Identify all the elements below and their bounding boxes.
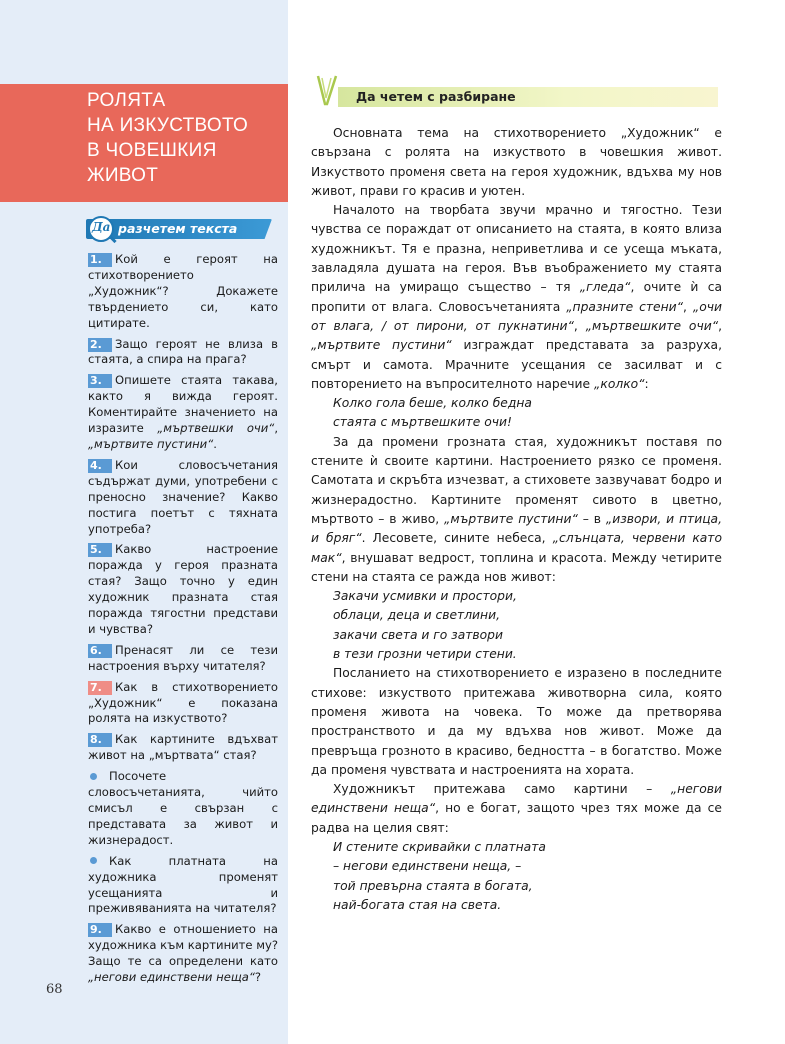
text-run: Посочете словосъчетанията, чийто смисъл е свързан с представата за живот и жизнерадост. bbox=[88, 769, 278, 847]
text-run: изграждат представата за разруха, смърт и самота. Мрачните усещания се засилват и с повторението на въпросителното наречие bbox=[311, 338, 722, 391]
question-item bbox=[88, 680, 278, 728]
quoted-phrase: „колко“ bbox=[594, 376, 645, 391]
text-run: ? bbox=[254, 970, 262, 985]
question-number: 7. bbox=[88, 681, 112, 695]
question-item bbox=[88, 769, 278, 849]
text-run: Пренасят ли се тези настроения върху читателя? bbox=[88, 642, 278, 673]
verse-line: в тези грозни четири стени. bbox=[333, 647, 517, 662]
question-item bbox=[88, 643, 278, 675]
text-run: Какво е отношението на художника към картините му? Защо те са определени като bbox=[88, 922, 279, 969]
question-item bbox=[88, 373, 278, 453]
question-item bbox=[88, 542, 278, 637]
verse-line: най-богата стая на света. bbox=[333, 897, 502, 912]
chapter-title bbox=[87, 88, 282, 188]
quoted-phrase: „празните стени“ bbox=[566, 299, 684, 314]
text-run: За да промени грозната стая, художникът поставя по стените ѝ своите картини. Настроението рязко се променя. Самотата и скръбта изчезват, а стиховете зазвучават бодро и жизнерадостно. Картините променят сивото в цветно, мъртвото – в живо, bbox=[311, 434, 722, 526]
question-number: 5. bbox=[88, 543, 112, 557]
quoted-phrase: „мъртвите пустини“ bbox=[88, 436, 214, 451]
paragraph bbox=[311, 124, 722, 201]
verse-line: И стените скривайки с платната bbox=[333, 839, 546, 854]
text-run: Как картините вдъхват живот на „мъртвата“ стая? bbox=[88, 732, 278, 763]
question-item bbox=[88, 252, 278, 332]
text-run: – в bbox=[577, 511, 606, 526]
text-run: , очите ѝ са пропити от влага. Словосъчетанията bbox=[311, 280, 722, 314]
question-item bbox=[88, 854, 278, 918]
text-run: . bbox=[213, 436, 217, 451]
text-run: Защо героят не влиза в стаята, а спира на прага? bbox=[88, 336, 278, 367]
analyze-text-label: разчетем текста bbox=[118, 221, 238, 236]
page-number: 68 bbox=[46, 982, 63, 997]
verse-line: стаята с мъртвешките очи! bbox=[333, 415, 512, 430]
question-number: 2. bbox=[88, 338, 112, 352]
question-item bbox=[88, 458, 278, 538]
text-run: Как платната на художника променят усещанията и преживяванията на читателя? bbox=[88, 853, 278, 916]
verse-line: облаци, деца и светлини, bbox=[333, 608, 500, 623]
bullet-dot-icon bbox=[90, 773, 97, 780]
verse-line: той превърна стаята в богата, bbox=[333, 878, 533, 893]
quoted-phrase: „гледа“ bbox=[579, 280, 631, 295]
verse-line: – негови единствени неща, – bbox=[333, 859, 522, 874]
text-run: Основната тема на стихотворението „Художник“ е свързана с ролята на изкуството в човешкия живот. Изкуството променя света на героя художник, вдъхва му нов живот, прави го красив и уютен. bbox=[311, 126, 722, 198]
analyze-text-header bbox=[86, 219, 276, 241]
paragraph bbox=[311, 664, 722, 780]
question-item bbox=[88, 337, 278, 369]
question-number: 1. bbox=[88, 253, 112, 267]
text-run: Опишете стаята такава, както я вижда героят. Коментирайте значението на изразите bbox=[88, 373, 278, 436]
paragraph bbox=[311, 433, 722, 587]
text-run: Художникът притежава само картини – bbox=[333, 782, 671, 797]
question-number: 3. bbox=[88, 374, 112, 388]
chapter-title-line: НА ИЗКУСТВОТО bbox=[87, 115, 249, 136]
paragraph bbox=[311, 780, 722, 838]
question-number: 6. bbox=[88, 644, 112, 658]
quoted-phrase: „извори, и птица, и бряг“ bbox=[311, 511, 723, 546]
verse-line: закачи света и го затвори bbox=[333, 627, 503, 642]
text-run: . Лесовете, сините небеса, bbox=[361, 531, 553, 546]
text-run: Какво настроение поражда у героя празната стая? Защо точно у един художник празната стая поражда тягостни представи и чувства? bbox=[88, 542, 278, 636]
check-mark-icon bbox=[314, 74, 338, 108]
quoted-phrase: „мъртвешки очи“ bbox=[157, 421, 275, 436]
paragraph bbox=[311, 201, 722, 394]
magnifier-icon-text: Да bbox=[92, 220, 111, 234]
text-run: Как в стихотворението „Художник“ е показана ролята на изкуството? bbox=[88, 679, 278, 726]
text-run: : bbox=[644, 376, 649, 391]
quoted-phrase: „мъртвешките очи“ bbox=[585, 318, 719, 333]
verse-line: Закачи усмивки и простори, bbox=[333, 589, 517, 604]
text-run: , bbox=[274, 421, 278, 436]
reading-header-label: Да четем с разбиране bbox=[356, 89, 516, 104]
chapter-title-line: ЖИВОТ bbox=[87, 165, 159, 186]
question-number: 9. bbox=[88, 923, 112, 937]
verse-line: Колко гола беше, колко бедна bbox=[333, 396, 532, 411]
text-run: , bbox=[718, 318, 722, 333]
chapter-title-line: В ЧОВЕШКИЯ bbox=[87, 140, 217, 161]
question-item bbox=[88, 922, 278, 986]
question-number: 8. bbox=[88, 733, 112, 747]
question-number: 4. bbox=[88, 459, 112, 473]
text-run: , bbox=[573, 318, 586, 333]
main-text bbox=[311, 124, 722, 915]
quoted-phrase: „мъртвите пустини“ bbox=[311, 338, 452, 353]
text-run: , внушават ведрост, топлина и красота. Между четирите стени на стаята се ражда нов живот: bbox=[311, 550, 722, 584]
text-run: Началото на творбата звучи мрачно и тягостно. Тези чувства се пораждат от описанието на стаята, в която влиза художникът. Тя е празна, неприветлива и се усеща мъката, завладяла душата на героя. Във въображението му стаята прилича на умиращо същество – тя bbox=[311, 203, 722, 295]
quoted-phrase: „мъртвите пустини“ bbox=[444, 511, 578, 526]
text-run: Кой е героят на стихотворението „Художник“? Докажете твърдението си, като цитирате. bbox=[88, 252, 278, 330]
quoted-phrase: „слънцата, червени като мак“ bbox=[311, 531, 722, 565]
quoted-phrase: „очи от влага, / от пирони, от пукнатини“ bbox=[311, 299, 722, 333]
quoted-phrase: „негови единствени неща“ bbox=[311, 782, 722, 816]
text-run: Кои словосъчетания съдържат думи, употребени с преносно значение? Какво постига поетът с тяхната употреба? bbox=[88, 457, 278, 536]
questions-list bbox=[88, 252, 278, 991]
text-run: Посланието на стихотворението е изразено в последните стихове: изкуството притежава животворна сила, която променя живота на човека. То може да претворява пространството и да му вдъхва нов живот. Може да превръща грозното в красиво, бедността – в богатство. Може да променя чувствата и настроенията на хората. bbox=[311, 666, 722, 777]
question-item bbox=[88, 732, 278, 764]
chapter-title-line: РОЛЯТА bbox=[87, 90, 166, 111]
reading-header bbox=[298, 74, 722, 108]
text-run: , но е богат, защото чрез тях може да се радва на целия свят: bbox=[311, 801, 722, 835]
quoted-phrase: „негови единствени неща“ bbox=[88, 970, 255, 985]
text-run: , bbox=[683, 299, 693, 314]
bullet-dot-icon bbox=[90, 857, 97, 864]
